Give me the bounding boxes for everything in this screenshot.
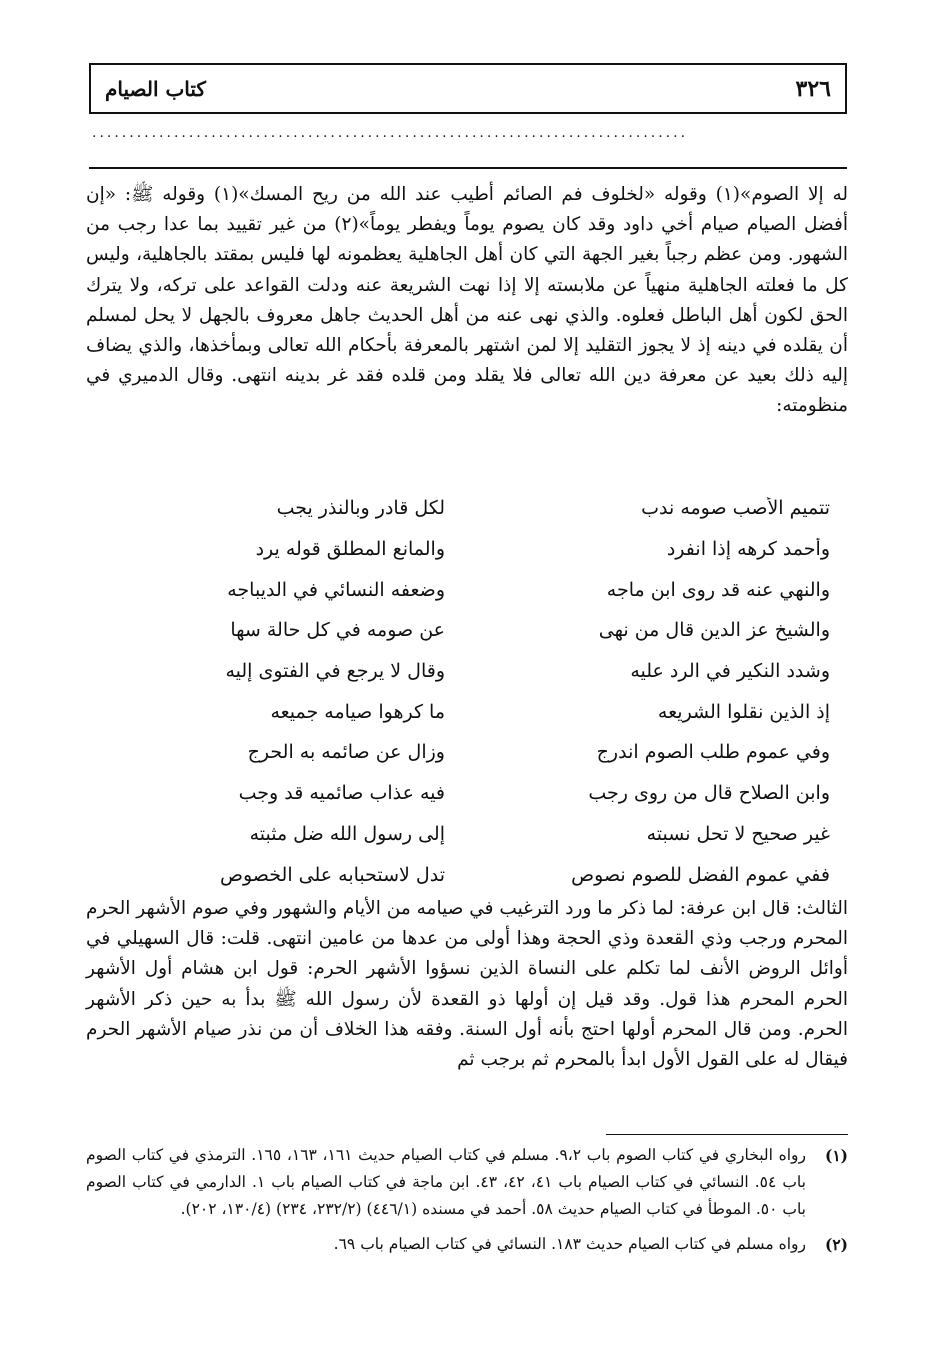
- verse-first-hemistich: تتميم الأصب صومه ندب: [641, 497, 830, 520]
- footnote-rule: [606, 1134, 848, 1135]
- footnote-text: رواه مسلم في كتاب الصيام حديث ١٨٣. النسائي في كتاب الصيام باب ٦٩.: [333, 1235, 806, 1253]
- verse-second-hemistich: تدل لاستحبابه على الخصوص: [220, 863, 445, 886]
- poem-verse: [130, 529, 830, 570]
- verse-first-hemistich: غير صحيح لا تحل نسبته: [646, 822, 830, 845]
- verse-first-hemistich: وابن الصلاح قال من روى رجب: [588, 782, 830, 805]
- poem-verse: [130, 610, 830, 651]
- verse-first-hemistich: وشدد النكير في الرد عليه: [630, 660, 830, 683]
- header-rule: [89, 167, 847, 169]
- poem-verse: [130, 732, 830, 773]
- running-header: [89, 63, 847, 114]
- poem-verse: [130, 773, 830, 814]
- verse-second-hemistich: فيه عذاب صائميه قد وجب: [238, 782, 445, 805]
- footnote-number: (١): [824, 1146, 848, 1165]
- dotted-separator: ................................................................................: [92, 125, 689, 141]
- verse-second-hemistich: وزال عن صائمه به الحرج: [247, 741, 445, 764]
- footnotes: [86, 1142, 848, 1266]
- verse-second-hemistich: وضعفه النسائي في الديباجه: [227, 578, 445, 601]
- poem-verse: [130, 488, 830, 529]
- footnote-text: رواه البخاري في كتاب الصوم باب ٩،٢. مسلم في كتاب الصيام حديث ١٦١، ١٦٣، ١٦٥. الترمذي في كتاب الصوم باب ٥٤. النسائي في كتاب الصيام باب ٤١، ٤٢، ٤٣. ابن ماجة في كتاب الصيام باب ١. الدارمي في كتاب الصوم باب ٥٠. الموطأ في كتاب الصيام حديث ٥٨. أحمد في مسنده (٤٤٦/١) (٢٣٢/٢، ٢٣٤) (١٣٠/٤، ٢٠٢).: [86, 1146, 806, 1218]
- chapter-title: كتاب الصيام: [105, 76, 206, 101]
- verse-second-hemistich: إلى رسول الله ضل مثبته: [249, 822, 445, 845]
- body-paragraph-1: له إلا الصوم»(١) وقوله «لخلوف فم الصائم أطيب عند الله من ريح المسك»(١) وقوله ﷺ: «إن أفضل الصيام صيام أخي داود وقد كان يصوم يوماً ويفطر يوماً»(٢) من غير تقييد بما عدا رجب من الشهور. ومن عظم رجباً بغير الجهة التي كان أهل الجاهلية يعظمونه لها فليس بمقتد بالجاهلية، وليس كل ما فعلته الجاهلية منهياً عن ملابسته إلا إذا نهت الشريعة عنه ودلت القواعد على تركه، ولا يترك الحق لكون أهل الباطل فعلوه. والذي نهى عنه من أهل الحديث جاهل معروف بالجهل لا يحل لمسلم أن يقلده في دينه إذ لا يجوز التقليد إلا لمن اشتهر بالمعرفة بأحكام الله تعالى وبمأخذها، والذي يضاف إليه ذلك بعيد عن معرفة دين الله تعالى فلا يقلد ومن قلده فقد غر بدينه انتهى. وقال الدميري في منظومته:: [86, 184, 849, 417]
- verse-first-hemistich: وأحمد كرهه إذا انفرد: [666, 538, 830, 561]
- poem-verse: [130, 854, 830, 895]
- poem-verse: [130, 814, 830, 855]
- verse-first-hemistich: والنهي عنه قد روى ابن ماجه: [606, 578, 830, 601]
- footnote-item: [86, 1231, 848, 1258]
- verse-first-hemistich: إذ الذين نقلوا الشريعه: [657, 700, 830, 723]
- poem-block: [130, 488, 830, 895]
- body-paragraph-2: الثالث: قال ابن عرفة: لما ذكر ما ورد الترغيب في صيامه من الأيام والشهور وفي صوم الأشهر الحرم المحرم ورجب وذي القعدة وذي الحجة وهذا أولى من عدها من عامين انتهى. قلت: قال السهيلي في أوائل الروض الأنف لما تكلم على النساة الذين نسؤوا الأشهر الحرم: قول ابن هشام أول الأشهر الحرم المحرم هذا قول. وقد قيل إن أولها ذو القعدة لأن رسول الله ﷺ بدأ به حين ذكر الأشهر الحرم. ومن قال المحرم أولها احتج بأنه أول السنة. وفقه هذا الخلاف أن من نذر صيام الأشهر الحرم فيقال له على القول الأول ابدأ بالمحرم ثم برجب ثم: [86, 898, 848, 1071]
- verse-second-hemistich: وقال لا يرجع في الفتوى إليه: [225, 660, 445, 683]
- footnote-number: (٢): [824, 1235, 848, 1254]
- footnote-item: [86, 1142, 848, 1223]
- verse-second-hemistich: عن صومه في كل حالة سها: [230, 619, 445, 642]
- poem-verse: [130, 691, 830, 732]
- verse-second-hemistich: والمانع المطلق قوله يرد: [255, 538, 445, 561]
- verse-second-hemistich: ما كرهوا صيامه جميعه: [270, 700, 445, 723]
- poem-verse: [130, 569, 830, 610]
- verse-first-hemistich: وفي عموم طلب الصوم اندرج: [596, 741, 830, 764]
- poem-verse: [130, 651, 830, 692]
- verse-second-hemistich: لكل قادر وبالنذر يجب: [276, 497, 445, 520]
- verse-first-hemistich: ففي عموم الفضل للصوم نصوص: [571, 863, 830, 886]
- page-number: ٣٢٦: [795, 75, 831, 102]
- verse-first-hemistich: والشيخ عز الدين قال من نهى: [598, 619, 830, 642]
